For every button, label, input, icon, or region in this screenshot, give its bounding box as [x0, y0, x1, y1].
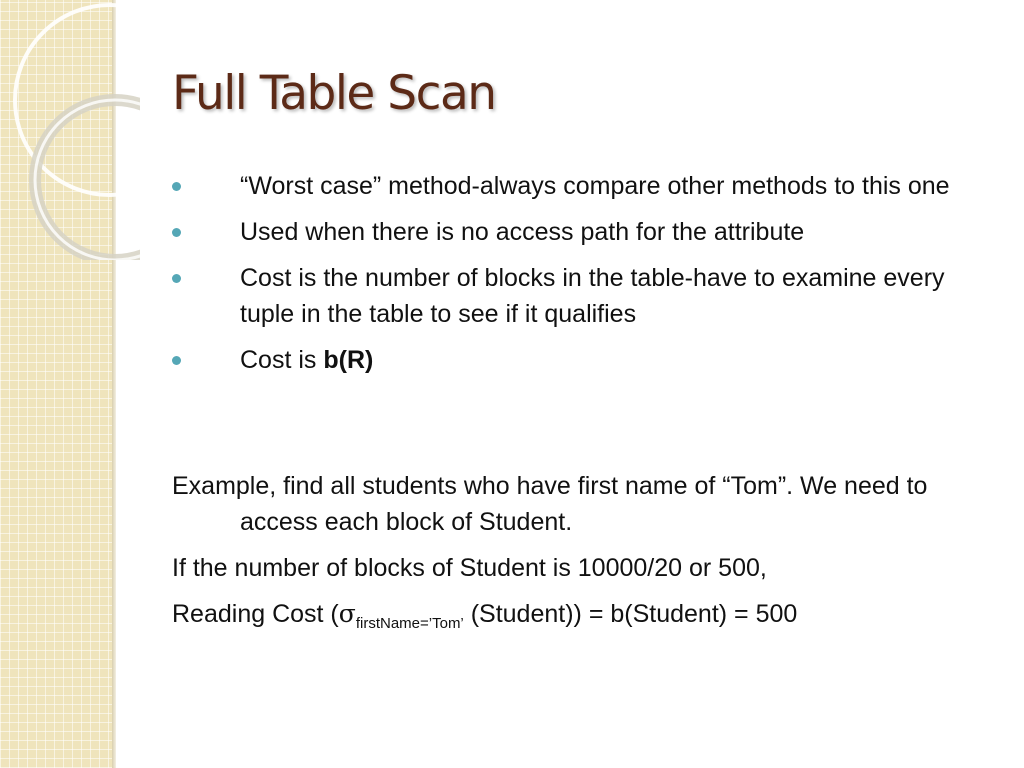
example-line-3 — [172, 596, 1002, 632]
decorative-rings — [0, 0, 140, 260]
formula-suffix: (Student)) = b(Student) = 500 — [463, 600, 798, 628]
bullet-list — [172, 168, 1002, 388]
bullet-dot-icon — [172, 182, 181, 191]
formula-prefix: Reading Cost ( — [172, 600, 339, 628]
ring-lower — [35, 100, 140, 260]
bullet-text: Cost is — [240, 346, 324, 374]
bullet-bold-text: b(R) — [323, 346, 374, 374]
bullet-text: “Worst case” method-always compare other methods to this one — [240, 172, 950, 200]
example-line-1: Example, find all students who have first name of “Tom”. We need to access each block of Student. — [172, 472, 928, 536]
bullet-item — [172, 260, 1002, 332]
bullet-dot-icon — [172, 228, 181, 237]
bullet-dot-icon — [172, 356, 181, 365]
sigma-symbol: σ — [338, 599, 356, 628]
bullet-item — [172, 168, 1002, 204]
example-section — [172, 468, 1002, 642]
slide-title: Full Table Scan — [172, 66, 496, 121]
formula-subscript: firstName=’Tom’ — [355, 615, 464, 632]
bullet-item — [172, 214, 1002, 250]
example-line-2: If the number of blocks of Student is 10000/20 or 500, — [172, 554, 767, 582]
bullet-item — [172, 342, 1002, 378]
bullet-dot-icon — [172, 274, 181, 283]
bullet-text: Used when there is no access path for the attribute — [240, 218, 805, 246]
bullet-text: Cost is the number of blocks in the table-have to examine every tuple in the table to see if it qualifies — [240, 264, 945, 328]
